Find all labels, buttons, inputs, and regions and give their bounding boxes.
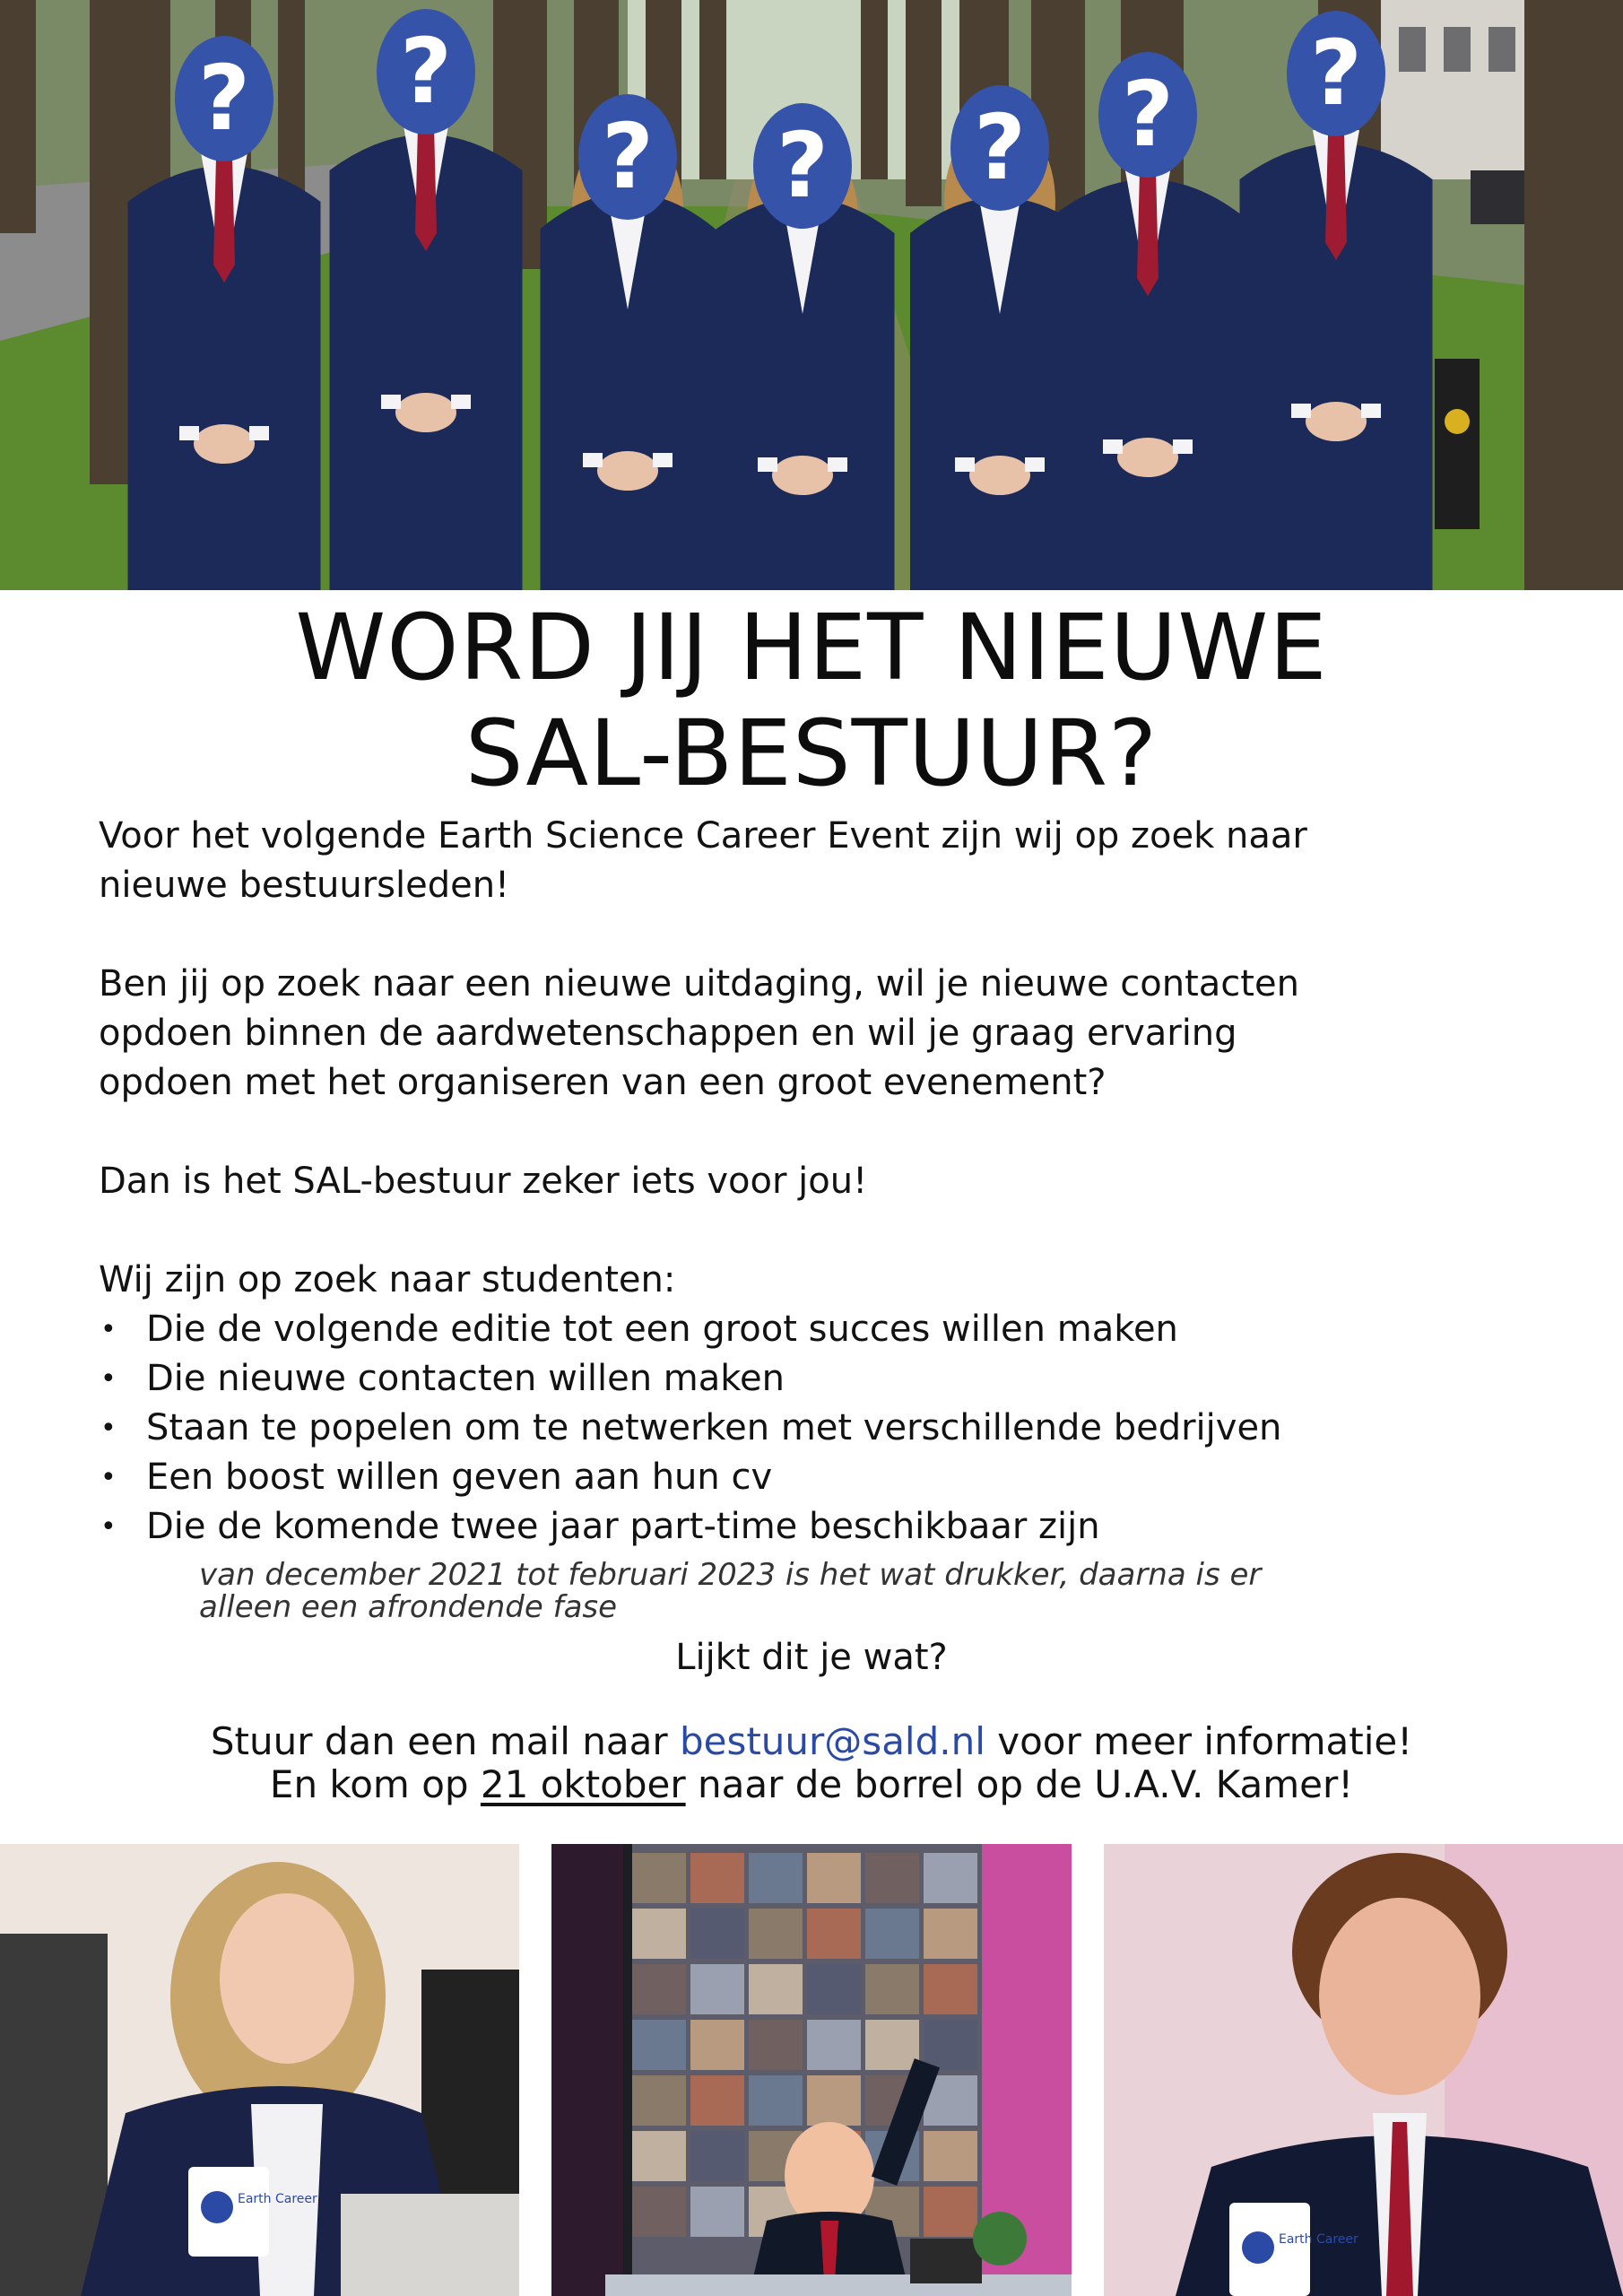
tie: [415, 126, 437, 251]
question-line-2: opdoen binnen de aardwetenschappen en wil je graag ervaring: [99, 1013, 1237, 1054]
cuff: [1361, 404, 1381, 418]
tie: [213, 157, 235, 283]
mug-label: Earth Career: [238, 2192, 317, 2206]
cuff: [179, 426, 199, 440]
collage-tile: [632, 1964, 686, 2014]
call-to-action: [0, 1720, 1623, 1806]
list-item-text: Die de volgende editie tot een groot succes willen maken: [146, 1309, 1178, 1350]
collage-tile: [865, 1853, 919, 1903]
search-intro: Wij zijn op zoek naar studenten:: [99, 1259, 676, 1300]
hands: [969, 456, 1030, 495]
collage-tile: [924, 2020, 977, 2070]
list-item-text: Die de komende twee jaar part-time beschikbaar zijn: [146, 1506, 1100, 1547]
borrel-suffix: naar de borrel op de U.A.V. Kamer!: [685, 1762, 1354, 1806]
collage-tile: [690, 1853, 744, 1903]
hands: [597, 451, 658, 491]
cuff: [828, 457, 847, 472]
question-mark-icon: ?: [1309, 21, 1363, 126]
collage-tile: [632, 2187, 686, 2237]
question-mark-icon: ?: [399, 19, 453, 124]
bullet-icon: •: [100, 1462, 117, 1493]
cuff: [583, 453, 603, 467]
question-line-1: Ben jij op zoek naar een nieuwe uitdaging, wil je nieuwe contacten: [99, 963, 1299, 1004]
bullet-icon: •: [100, 1363, 117, 1395]
mug-label: Earth Career: [1279, 2232, 1358, 2247]
collage-tile: [807, 1909, 861, 1959]
intro-line-1: Voor het volgende Earth Science Career Event zijn wij op zoek naar: [99, 815, 1307, 857]
hero-photo: [0, 0, 1623, 590]
cuff: [1103, 439, 1123, 454]
hands: [395, 393, 456, 432]
title-line-1: WORD JIJ HET NIEUWE: [295, 595, 1328, 701]
question-mark-icon: ?: [1121, 62, 1175, 167]
hands: [1117, 438, 1178, 477]
question-mark-icon: ?: [973, 95, 1027, 200]
collage-tile: [749, 1964, 803, 2014]
collage-tile: [690, 2075, 744, 2126]
cta-question: Lijkt dit je wat?: [675, 1637, 948, 1678]
cuff: [1173, 439, 1193, 454]
collage-tile: [865, 1909, 919, 1959]
requirements-list: [99, 1305, 1551, 1552]
note-line-1: van december 2021 tot februari 2023 is het wat drukker, daarna is er: [199, 1557, 1262, 1593]
borrel-line: [0, 1763, 1623, 1806]
statement: Dan is het SAL-bestuur zeker iets voor jou!: [99, 1161, 868, 1202]
cuff: [249, 426, 269, 440]
cuff: [653, 453, 673, 467]
list-item-text: Een boost willen geven aan hun cv: [146, 1457, 773, 1498]
mail-prefix: Stuur dan een mail naar: [210, 1719, 680, 1763]
collage-tile: [690, 1964, 744, 2014]
collage-tile: [749, 1853, 803, 1903]
hands: [772, 456, 833, 495]
mail-line: [0, 1720, 1623, 1763]
bullet-icon: •: [100, 1511, 117, 1543]
mail-suffix: voor meer informatie!: [985, 1719, 1413, 1763]
note-line-2: alleen een afrondende fase: [199, 1589, 618, 1625]
hero-illustration: [0, 0, 1623, 590]
collage-tile: [632, 1909, 686, 1959]
cuff: [758, 457, 777, 472]
collage-tile: [924, 2187, 977, 2237]
collage-tile: [807, 1964, 861, 2014]
list-item: [99, 1404, 1551, 1453]
tie: [1325, 135, 1347, 260]
collage-tile: [924, 1909, 977, 1959]
collage-tile: [807, 1853, 861, 1903]
collage-tile: [865, 1964, 919, 2014]
collage-tile: [749, 2020, 803, 2070]
list-item-text: Staan te popelen om te netwerken met verschillende bedrijven: [146, 1407, 1282, 1448]
photo-man-with-mug: [1104, 1844, 1623, 2296]
tie: [1137, 170, 1159, 296]
cuff: [381, 395, 401, 409]
question-mark-icon: ?: [197, 46, 251, 151]
collage-tile: [924, 2131, 977, 2181]
collage-tile: [690, 2131, 744, 2181]
collage-tile: [807, 2020, 861, 2070]
list-item: [99, 1502, 1551, 1552]
collage-tile: [924, 1964, 977, 2014]
collage-tile: [690, 2187, 744, 2237]
hands: [1306, 402, 1367, 441]
availability-note: [199, 1559, 1472, 1623]
collage-tile: [632, 1853, 686, 1903]
list-item: [99, 1453, 1551, 1502]
bullet-icon: •: [100, 1413, 117, 1444]
cuff: [955, 457, 975, 472]
bullet-icon: •: [100, 1314, 117, 1345]
list-item: [99, 1305, 1551, 1354]
collage-tile: [632, 2075, 686, 2126]
collage-tile: [924, 1853, 977, 1903]
collage-tile: [690, 1909, 744, 1959]
collage-tile: [690, 2020, 744, 2070]
collage-tile: [807, 2075, 861, 2126]
cuff: [451, 395, 471, 409]
question-mark-icon: ?: [601, 104, 655, 209]
question-line-3: opdoen met het organiseren van een groot evenement?: [99, 1062, 1107, 1103]
hands: [194, 424, 255, 464]
cuff: [1291, 404, 1311, 418]
collage-tile: [749, 2075, 803, 2126]
question-mark-icon: ?: [776, 113, 829, 218]
intro-line-2: nieuwe bestuursleden!: [99, 865, 510, 906]
collage-tile: [632, 2020, 686, 2070]
page-title: [0, 596, 1623, 807]
photo-woman-with-mug: [0, 1844, 519, 2296]
collage-tile: [865, 2020, 919, 2070]
email-link[interactable]: bestuur@sald.nl: [679, 1719, 985, 1763]
cuff: [1025, 457, 1045, 472]
list-item: [99, 1354, 1551, 1404]
title-line-2: SAL-BESTUUR?: [464, 700, 1159, 807]
list-item-text: Die nieuwe contacten willen maken: [146, 1358, 785, 1399]
collage-tile: [749, 1909, 803, 1959]
event-date: 21 oktober: [480, 1762, 686, 1806]
collage-tile: [632, 2131, 686, 2181]
body-copy: [99, 812, 1551, 1552]
photo-man-waving-at-desk: [551, 1844, 1072, 2296]
borrel-prefix: En kom op: [269, 1762, 481, 1806]
